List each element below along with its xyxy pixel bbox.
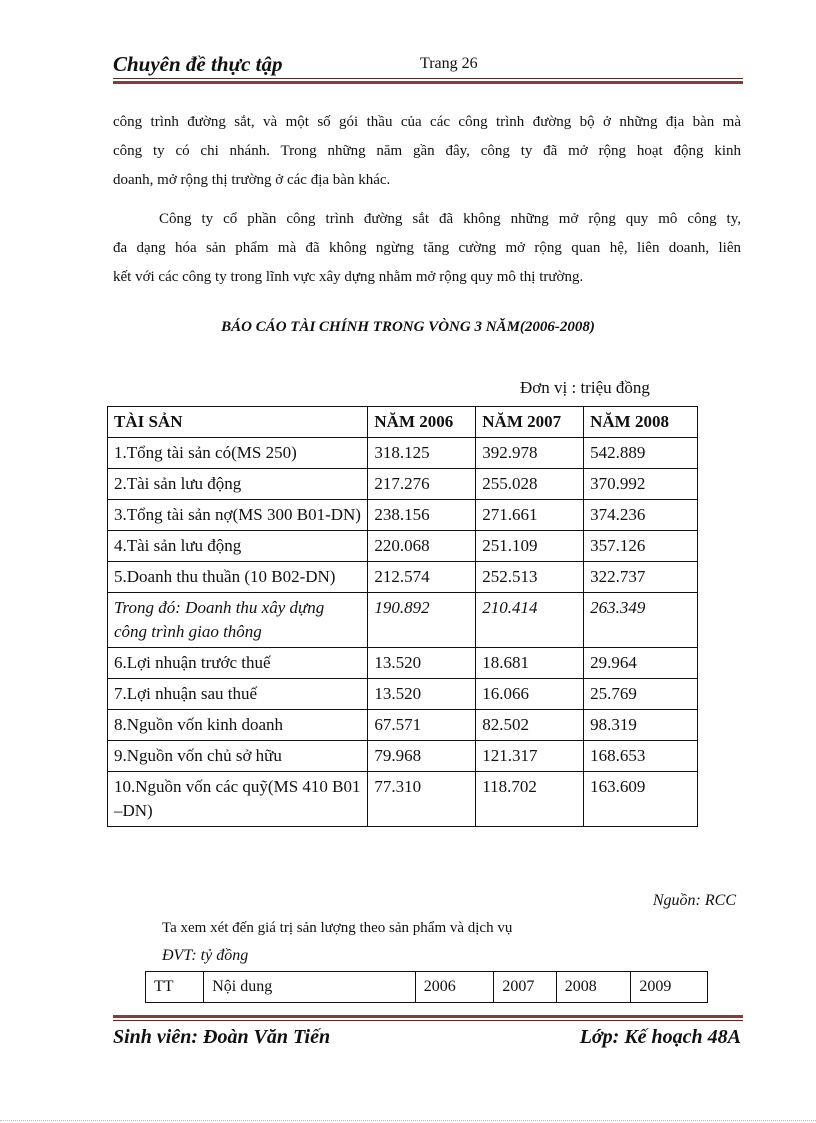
- cell-2008: 163.609: [584, 772, 698, 827]
- class-name: Lớp: Kế hoạch 48A: [579, 1026, 741, 1048]
- production-table: [145, 971, 708, 1003]
- cell-2008: 357.126: [584, 531, 698, 562]
- table-row: [108, 679, 698, 710]
- table-source: Nguồn: RCC: [652, 892, 736, 909]
- column-header: TT: [146, 972, 204, 1003]
- row-label: 8.Nguồn vốn kinh doanh: [108, 710, 368, 741]
- row-label: 1.Tổng tài sản có(MS 250): [108, 438, 368, 469]
- header-rule-thick: [113, 81, 743, 84]
- cell-2007: 118.702: [476, 772, 584, 827]
- column-header: NĂM 2006: [368, 407, 476, 438]
- table-row: [108, 741, 698, 772]
- cell-2008: 542.889: [584, 438, 698, 469]
- cell-2007: 271.661: [476, 500, 584, 531]
- row-label: Trong đó: Doanh thu xây dựng công trình giao thông: [108, 593, 368, 648]
- column-header: 2008: [556, 972, 631, 1003]
- row-label: 4.Tài sản lưu động: [108, 531, 368, 562]
- table-row: [108, 469, 698, 500]
- cell-2006: 318.125: [368, 438, 476, 469]
- column-header: 2007: [494, 972, 556, 1003]
- cell-2006: 212.574: [368, 562, 476, 593]
- column-header: TÀI SẢN: [108, 407, 368, 438]
- table-row: [108, 438, 698, 469]
- cell-2008: 25.769: [584, 679, 698, 710]
- cell-2006: 190.892: [368, 593, 476, 648]
- cell-2006: 13.520: [368, 648, 476, 679]
- report-unit: Đơn vị : triệu đồng: [520, 378, 650, 397]
- page-bottom-border: [0, 1120, 816, 1121]
- cell-2007: 255.028: [476, 469, 584, 500]
- row-label: 2.Tài sản lưu động: [108, 469, 368, 500]
- row-label: 9.Nguồn vốn chủ sở hữu: [108, 741, 368, 772]
- cell-2007: 18.681: [476, 648, 584, 679]
- row-label: 3.Tổng tài sản nợ(MS 300 B01-DN): [108, 500, 368, 531]
- cell-2006: 220.068: [368, 531, 476, 562]
- table-header-row: [108, 407, 698, 438]
- cell-2006: 79.968: [368, 741, 476, 772]
- footer-rule-thin: [113, 1020, 743, 1021]
- cell-2006: 238.156: [368, 500, 476, 531]
- table-row: [108, 710, 698, 741]
- row-label: 7.Lợi nhuận sau thuế: [108, 679, 368, 710]
- paragraph-1: [113, 108, 741, 195]
- footer-rule-thick: [113, 1015, 743, 1018]
- cell-2007: 82.502: [476, 710, 584, 741]
- paragraph-1-line: công trình đường sắt, và một số gói thầu của các công trình đường bộ ở những địa bàn mà: [113, 114, 741, 130]
- cell-2007: 252.513: [476, 562, 584, 593]
- cell-2008: 168.653: [584, 741, 698, 772]
- cell-2007: 210.414: [476, 593, 584, 648]
- cell-2008: 29.964: [584, 648, 698, 679]
- cell-2008: 322.737: [584, 562, 698, 593]
- table-row: [108, 531, 698, 562]
- column-header: Nội dung: [204, 972, 416, 1003]
- row-label: 6.Lợi nhuận trước thuế: [108, 648, 368, 679]
- cell-2008: 98.319: [584, 710, 698, 741]
- table-row: [108, 593, 698, 648]
- header-rule-thin: [113, 78, 743, 79]
- paragraph-2-line: Công ty cổ phần công trình đường sắt đã không những mở rộng quy mô công ty,: [159, 211, 741, 227]
- financial-table: [107, 406, 698, 827]
- cell-2006: 13.520: [368, 679, 476, 710]
- cell-2008: 263.349: [584, 593, 698, 648]
- cell-2007: 121.317: [476, 741, 584, 772]
- cell-2007: 392.978: [476, 438, 584, 469]
- column-header: NĂM 2008: [584, 407, 698, 438]
- page-number: Trang 26: [420, 55, 478, 72]
- cell-2006: 217.276: [368, 469, 476, 500]
- production-unit: ĐVT: tỷ đồng: [162, 947, 249, 964]
- cell-2007: 16.066: [476, 679, 584, 710]
- column-header: 2009: [631, 972, 708, 1003]
- student-name: Sinh viên: Đoàn Văn Tiến: [113, 1026, 331, 1048]
- report-title: BÁO CÁO TÀI CHÍNH TRONG VÒNG 3 NĂM(2006-2008): [221, 319, 595, 335]
- column-header: 2006: [415, 972, 494, 1003]
- paragraph-2: [113, 205, 741, 292]
- row-label: 10.Nguồn vốn các quỹ(MS 410 B01 –DN): [108, 772, 368, 827]
- production-intro: Ta xem xét đến giá trị sản lượng theo sản phẩm và dịch vụ: [162, 920, 513, 936]
- table-header-row: [146, 972, 708, 1003]
- paragraph-1-line: doanh, mở rộng thị trường ở các địa bàn khác.: [113, 172, 391, 188]
- table-row: [108, 772, 698, 827]
- cell-2007: 251.109: [476, 531, 584, 562]
- column-header: NĂM 2007: [476, 407, 584, 438]
- document-title: Chuyên đề thực tập: [113, 52, 283, 76]
- cell-2006: 77.310: [368, 772, 476, 827]
- row-label: 5.Doanh thu thuần (10 B02-DN): [108, 562, 368, 593]
- paragraph-2-line: kết với các công ty trong lĩnh vực xây dựng nhằm mở rộng quy mô thị trường.: [113, 269, 584, 285]
- table-row: [108, 500, 698, 531]
- cell-2008: 370.992: [584, 469, 698, 500]
- paragraph-1-line: công ty có chi nhánh. Trong những năm gần đây, công ty đã mở rộng hoạt động kinh: [113, 143, 741, 159]
- paragraph-2-line: đa dạng hóa sản phẩm mà đã không ngừng tăng cường mở rộng quan hệ, liên doanh, liên: [113, 240, 741, 256]
- table-row: [108, 562, 698, 593]
- cell-2006: 67.571: [368, 710, 476, 741]
- table-row: [108, 648, 698, 679]
- cell-2008: 374.236: [584, 500, 698, 531]
